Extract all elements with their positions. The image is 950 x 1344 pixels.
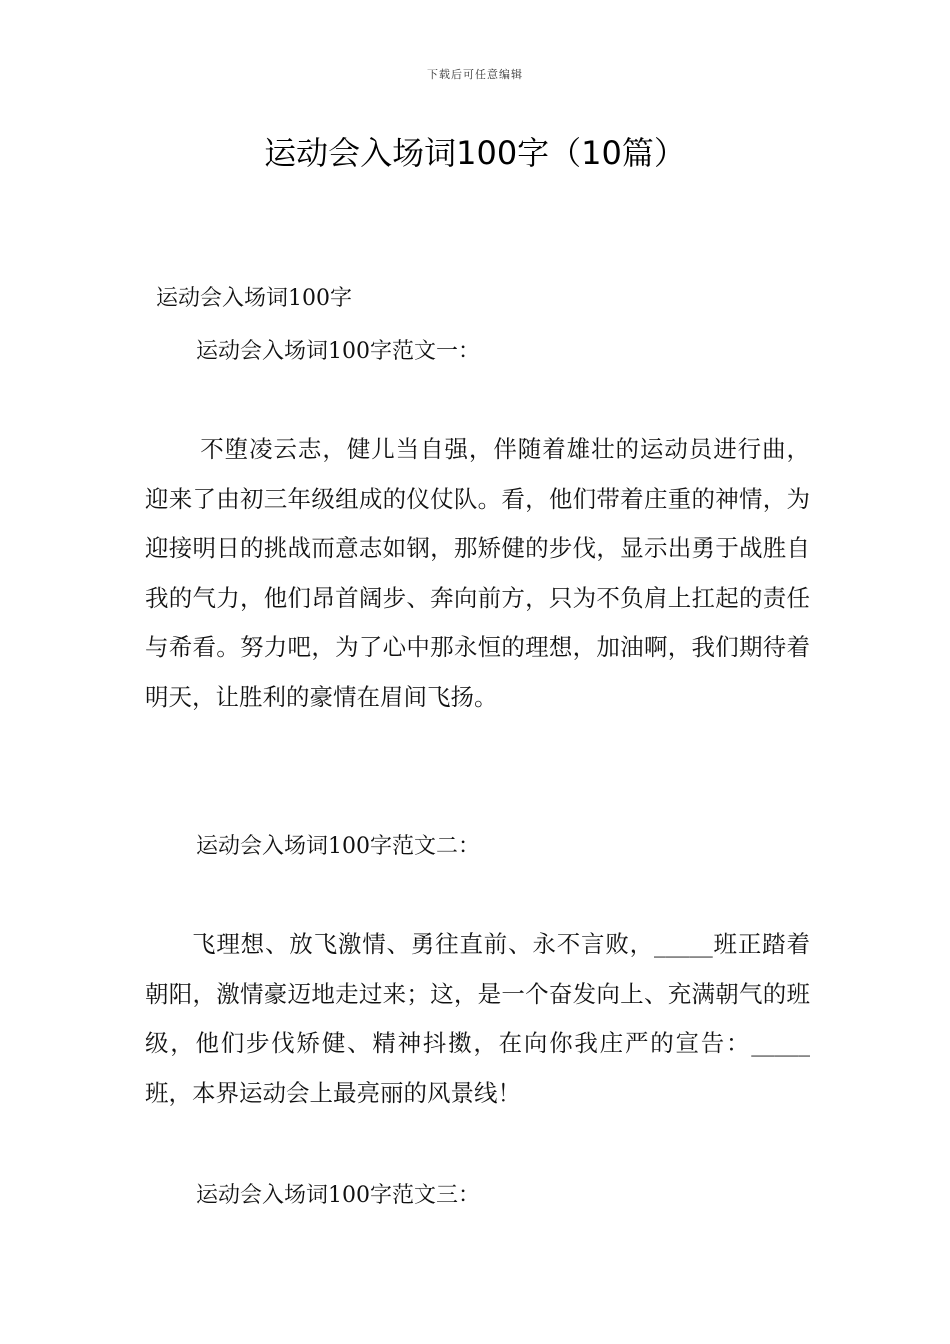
- section-label-3: 运动会入场词100字范文三：: [196, 1183, 480, 1208]
- section-label-2: 运动会入场词100字范文二：: [196, 834, 480, 859]
- section-body-2: 飞理想、放飞激情、勇往直前、永不言败，_____班正踏着朝阳，激情豪迈地走过来；这，是一个奋发向上、充满朝气的班级，他们步伐矫健、精神抖擞，在向你我庄严的宣告：_____班，本界运动会上最亮丽的风景线！: [145, 930, 810, 1107]
- subheading: 运动会入场词100字: [156, 286, 352, 311]
- section-body-1: 不堕凌云志，健儿当自强，伴随着雄壮的运动员进行曲，迎来了由初三年级组成的仪仗队。看，他们带着庄重的神情，为迎接明日的挑战而意志如钢，那矫健的步伐，显示出勇于战胜自我的气力，他们昂首阔步、奔向前方，只为不负肩上扛起的责任与希看。努力吧，为了心中那永恒的理想，加油啊，我们期待着明天，让胜利的豪情在眉间飞扬。: [145, 435, 810, 711]
- section-label-1: 运动会入场词100字范文一：: [196, 339, 480, 364]
- document-title: 运动会入场词100字（10篇）: [264, 134, 686, 172]
- header-note: 下载后可任意编辑: [427, 68, 523, 81]
